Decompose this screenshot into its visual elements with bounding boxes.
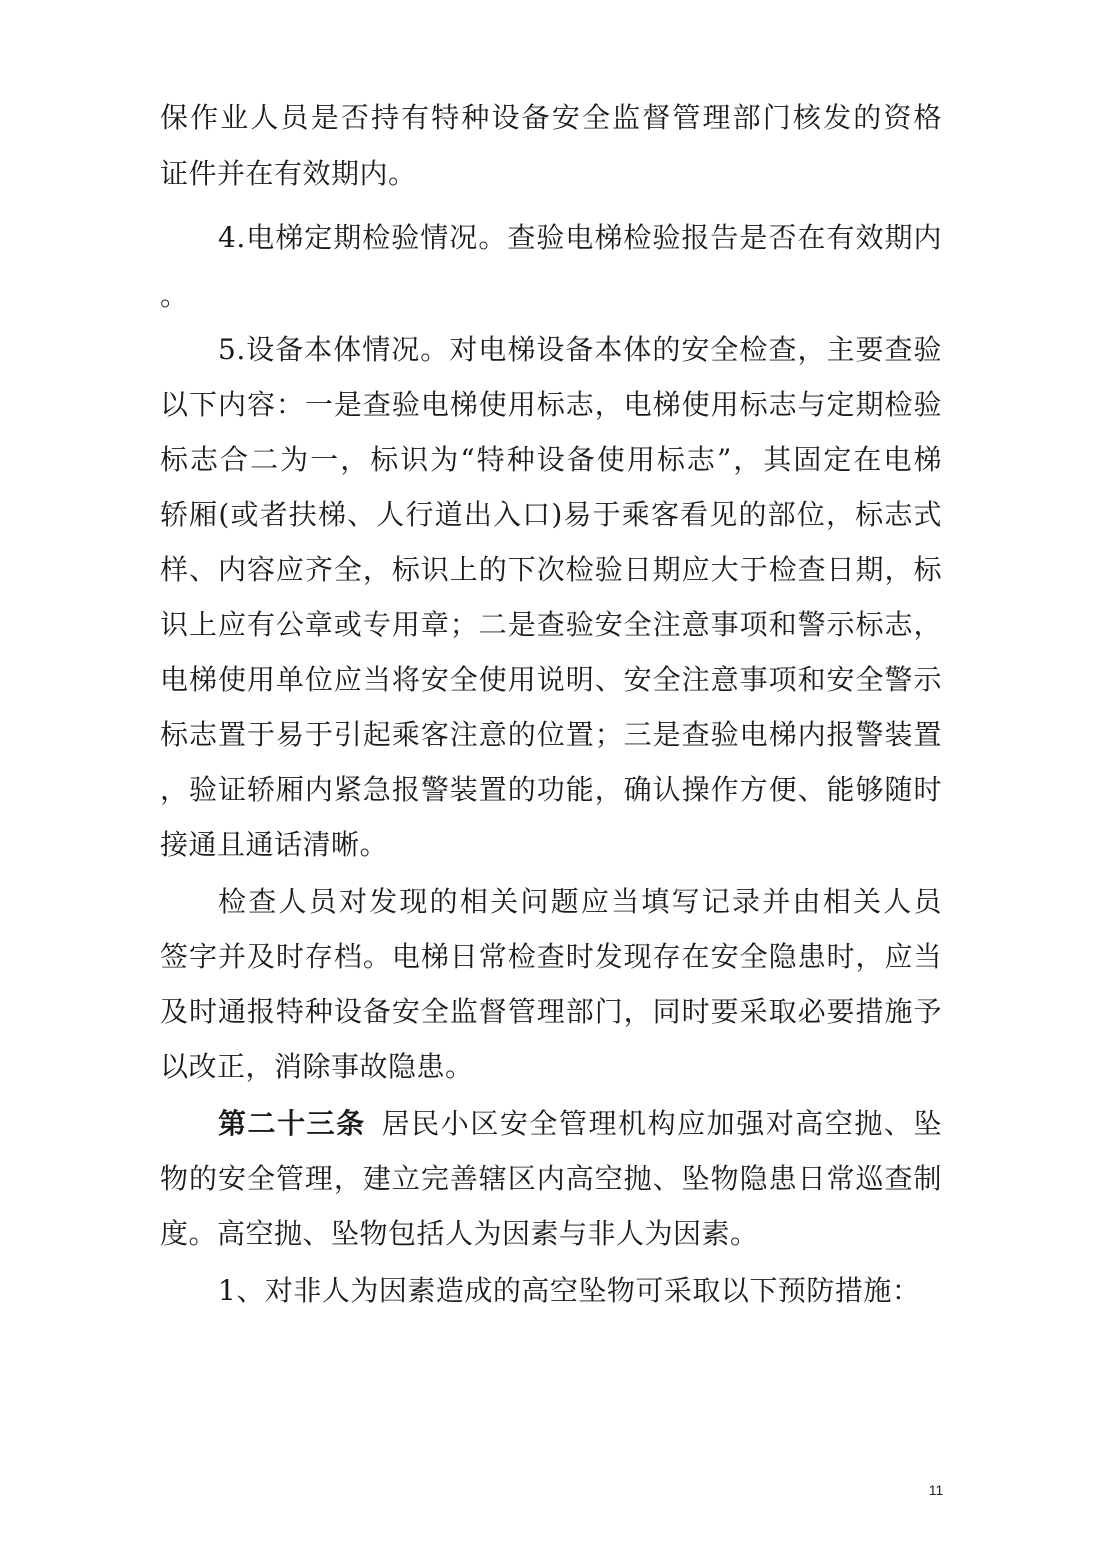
text-line: 证件并在有效期内。 bbox=[160, 157, 417, 190]
text-line: 4.电梯定期检验情况。查验电梯检验报告是否在有效期内 bbox=[218, 221, 942, 254]
text-line: 及时通报特种设备安全监督管理部门，同时要采取必要措施予 bbox=[160, 995, 942, 1028]
text-line: 识上应有公章或专用章；二是查验安全注意事项和警示标志， bbox=[160, 608, 942, 641]
text-line: 保作业人员是否持有特种设备安全监督管理部门核发的资格 bbox=[160, 101, 942, 134]
text-line: 标志置于易于引起乘客注意的位置；三是查验电梯内报警装置 bbox=[160, 718, 942, 751]
text-line: 物的安全管理，建立完善辖区内高空抛、坠物隐患日常巡查制 bbox=[160, 1162, 942, 1195]
text-line: 接通且通话清晰。 bbox=[160, 828, 389, 861]
article-text: 居民小区安全管理机构应加强对高空抛、坠 bbox=[381, 1107, 942, 1140]
text-line: 检查人员对发现的相关问题应当填写记录并由相关人员 bbox=[218, 885, 942, 918]
page-number: 11 bbox=[928, 1482, 944, 1498]
text-line: 电梯使用单位应当将安全使用说明、安全注意事项和安全警示 bbox=[160, 663, 942, 696]
article-line bbox=[218, 1104, 942, 1144]
text-line: 度。高空抛、坠物包括人为因素与非人为因素。 bbox=[160, 1217, 759, 1250]
text-line: 轿厢(或者扶梯、人行道出入口)易于乘客看见的部位，标志式 bbox=[160, 498, 942, 531]
text-line: 签字并及时存档。电梯日常检查时发现存在安全隐患时，应当 bbox=[160, 940, 942, 973]
article-heading: 第二十三条 bbox=[218, 1107, 366, 1140]
text-line: 。 bbox=[160, 279, 189, 312]
text-line: 标志合二为一，标识为“特种设备使用标志”，其固定在电梯 bbox=[160, 443, 942, 476]
text-line: ，验证轿厢内紧急报警装置的功能，确认操作方便、能够随时 bbox=[160, 773, 942, 806]
text-line: 5.设备本体情况。对电梯设备本体的安全检查，主要查验 bbox=[218, 333, 942, 366]
text-line: 以改正，消除事故隐患。 bbox=[160, 1050, 474, 1083]
text-line: 1、对非人为因素造成的高空坠物可采取以下预防措施： bbox=[218, 1274, 921, 1307]
text-line: 以下内容：一是查验电梯使用标志，电梯使用标志与定期检验 bbox=[160, 388, 942, 421]
text-line: 样、内容应齐全，标识上的下次检验日期应大于检查日期，标 bbox=[160, 553, 942, 586]
